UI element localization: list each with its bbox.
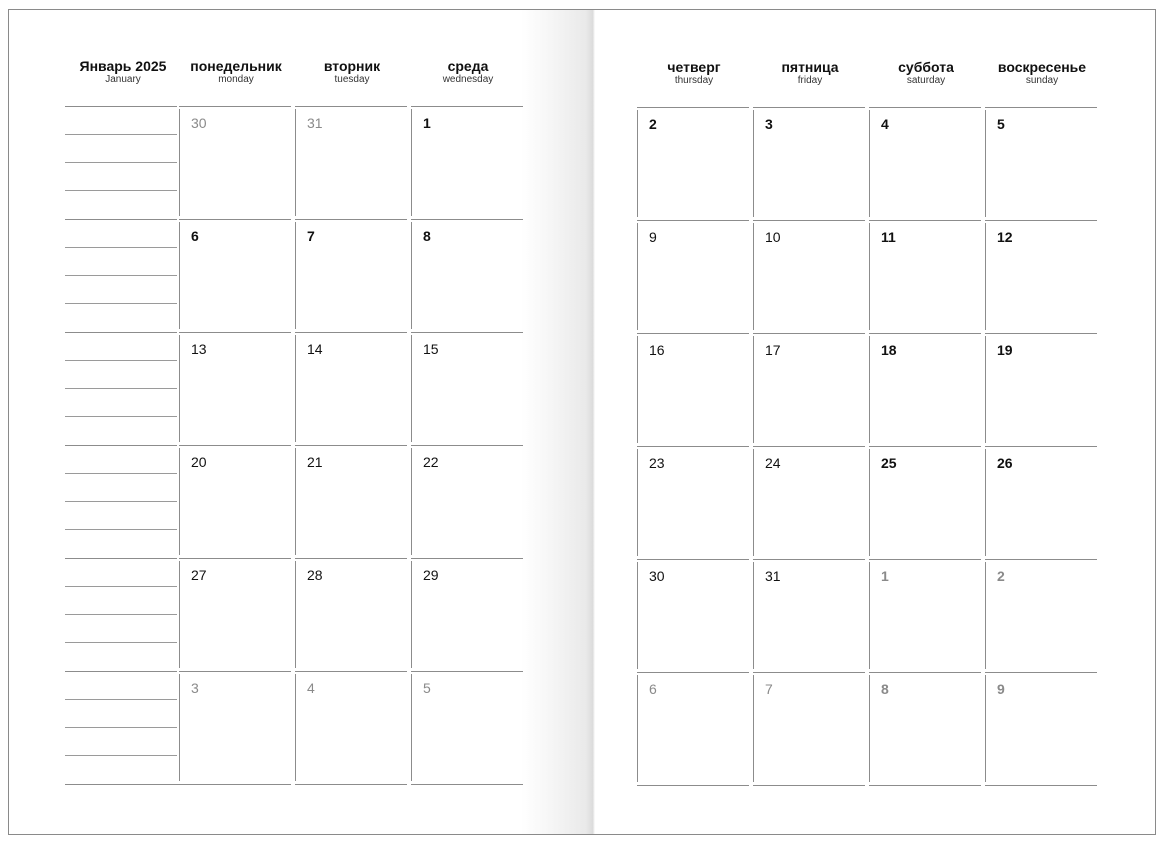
day-number: 23 (649, 455, 665, 471)
day-cell[interactable] (985, 446, 1097, 559)
day-number: 21 (307, 454, 323, 470)
day-cell[interactable] (869, 220, 981, 333)
cell-border (985, 562, 986, 669)
day-cell[interactable] (869, 107, 981, 220)
day-cell[interactable] (985, 333, 1097, 446)
cell-border (985, 223, 986, 330)
day-number: 9 (997, 681, 1005, 697)
cell-border (753, 223, 754, 330)
cell-border (753, 675, 754, 782)
day-number: 18 (881, 342, 897, 358)
day-number: 17 (765, 342, 781, 358)
day-number: 3 (191, 680, 199, 696)
day-number: 7 (307, 228, 315, 244)
weekday-name-ru: воскресенье (997, 59, 1087, 75)
right-page (9, 10, 1157, 834)
day-cell[interactable] (637, 107, 749, 220)
day-cell[interactable] (985, 559, 1097, 672)
day-number: 25 (881, 455, 897, 471)
day-cell[interactable] (753, 107, 865, 220)
day-number: 28 (307, 567, 323, 583)
day-number: 2 (649, 116, 657, 132)
cell-border (753, 562, 754, 669)
cell-border (637, 449, 638, 556)
day-cell[interactable] (985, 672, 1097, 785)
weekday-name-ru: четверг (667, 59, 721, 75)
weekday-name-en: sunday (1025, 75, 1059, 86)
day-number: 1 (423, 115, 431, 131)
cell-border (985, 675, 986, 782)
cell-border (637, 336, 638, 443)
day-number: 20 (191, 454, 207, 470)
day-cell[interactable] (985, 220, 1097, 333)
day-number: 22 (423, 454, 439, 470)
weekday-name-ru: вторник (323, 58, 381, 74)
grid-bottom-rule (869, 785, 981, 786)
day-number: 6 (191, 228, 199, 244)
grid-bottom-rule (637, 785, 749, 786)
weekday-name-ru: суббота (898, 59, 954, 75)
day-cell[interactable] (753, 672, 865, 785)
cell-border (637, 675, 638, 782)
day-number: 4 (881, 116, 889, 132)
day-number: 19 (997, 342, 1013, 358)
cell-border (637, 223, 638, 330)
cell-border (869, 562, 870, 669)
day-number: 26 (997, 455, 1013, 471)
day-cell[interactable] (637, 220, 749, 333)
cell-border (753, 110, 754, 217)
day-number: 5 (423, 680, 431, 696)
day-number: 27 (191, 567, 207, 583)
day-number: 24 (765, 455, 781, 471)
weekday-header-sunday (985, 59, 1099, 86)
day-number: 2 (997, 568, 1005, 584)
weekday-name-en: saturday (906, 75, 946, 86)
weekday-name-en: monday (218, 74, 254, 85)
day-cell[interactable] (869, 446, 981, 559)
day-cell[interactable] (869, 672, 981, 785)
day-number: 16 (649, 342, 665, 358)
weekday-header-friday (753, 59, 867, 86)
cell-border (869, 110, 870, 217)
day-cell[interactable] (869, 333, 981, 446)
day-number: 8 (881, 681, 889, 697)
month-subtitle: January (105, 74, 141, 85)
day-number: 10 (765, 229, 781, 245)
weekday-name-en: thursday (674, 75, 714, 86)
day-number: 30 (191, 115, 207, 131)
cell-border (869, 449, 870, 556)
day-cell[interactable] (637, 559, 749, 672)
day-number: 3 (765, 116, 773, 132)
day-number: 12 (997, 229, 1013, 245)
day-cell[interactable] (637, 333, 749, 446)
day-cell[interactable] (985, 107, 1097, 220)
day-number: 31 (307, 115, 323, 131)
weekday-name-en: tuesday (334, 74, 370, 85)
day-number: 29 (423, 567, 439, 583)
grid-bottom-rule (985, 785, 1097, 786)
day-number: 9 (649, 229, 657, 245)
day-number: 31 (765, 568, 781, 584)
cell-border (637, 110, 638, 217)
day-number: 8 (423, 228, 431, 244)
weekday-header-thursday (637, 59, 751, 86)
day-number: 5 (997, 116, 1005, 132)
cell-border (985, 449, 986, 556)
day-number: 11 (881, 229, 896, 245)
day-number: 4 (307, 680, 315, 696)
weekday-header-saturday (869, 59, 983, 86)
day-cell[interactable] (753, 446, 865, 559)
cell-border (985, 110, 986, 217)
day-number: 7 (765, 681, 773, 697)
weekday-name-ru: понедельник (190, 58, 282, 74)
planner-spread (8, 9, 1156, 835)
cell-border (753, 449, 754, 556)
grid-bottom-rule (753, 785, 865, 786)
day-number: 14 (307, 341, 323, 357)
day-number: 30 (649, 568, 665, 584)
day-cell[interactable] (637, 672, 749, 785)
cell-border (753, 336, 754, 443)
weekday-name-ru: пятница (781, 59, 839, 75)
weekday-name-en: wednesday (442, 74, 494, 85)
day-cell[interactable] (753, 220, 865, 333)
cell-border (637, 562, 638, 669)
cell-border (985, 336, 986, 443)
month-title: Январь 2025 (79, 58, 167, 74)
cell-border (869, 223, 870, 330)
day-number: 1 (881, 568, 889, 584)
day-number: 13 (191, 341, 207, 357)
day-cell[interactable] (869, 559, 981, 672)
cell-border (869, 336, 870, 443)
day-cell[interactable] (753, 559, 865, 672)
weekday-name-en: friday (797, 75, 823, 86)
day-number: 6 (649, 681, 657, 697)
day-number: 15 (423, 341, 439, 357)
cell-border (869, 675, 870, 782)
day-cell[interactable] (753, 333, 865, 446)
weekday-name-ru: среда (447, 58, 489, 74)
day-cell[interactable] (637, 446, 749, 559)
